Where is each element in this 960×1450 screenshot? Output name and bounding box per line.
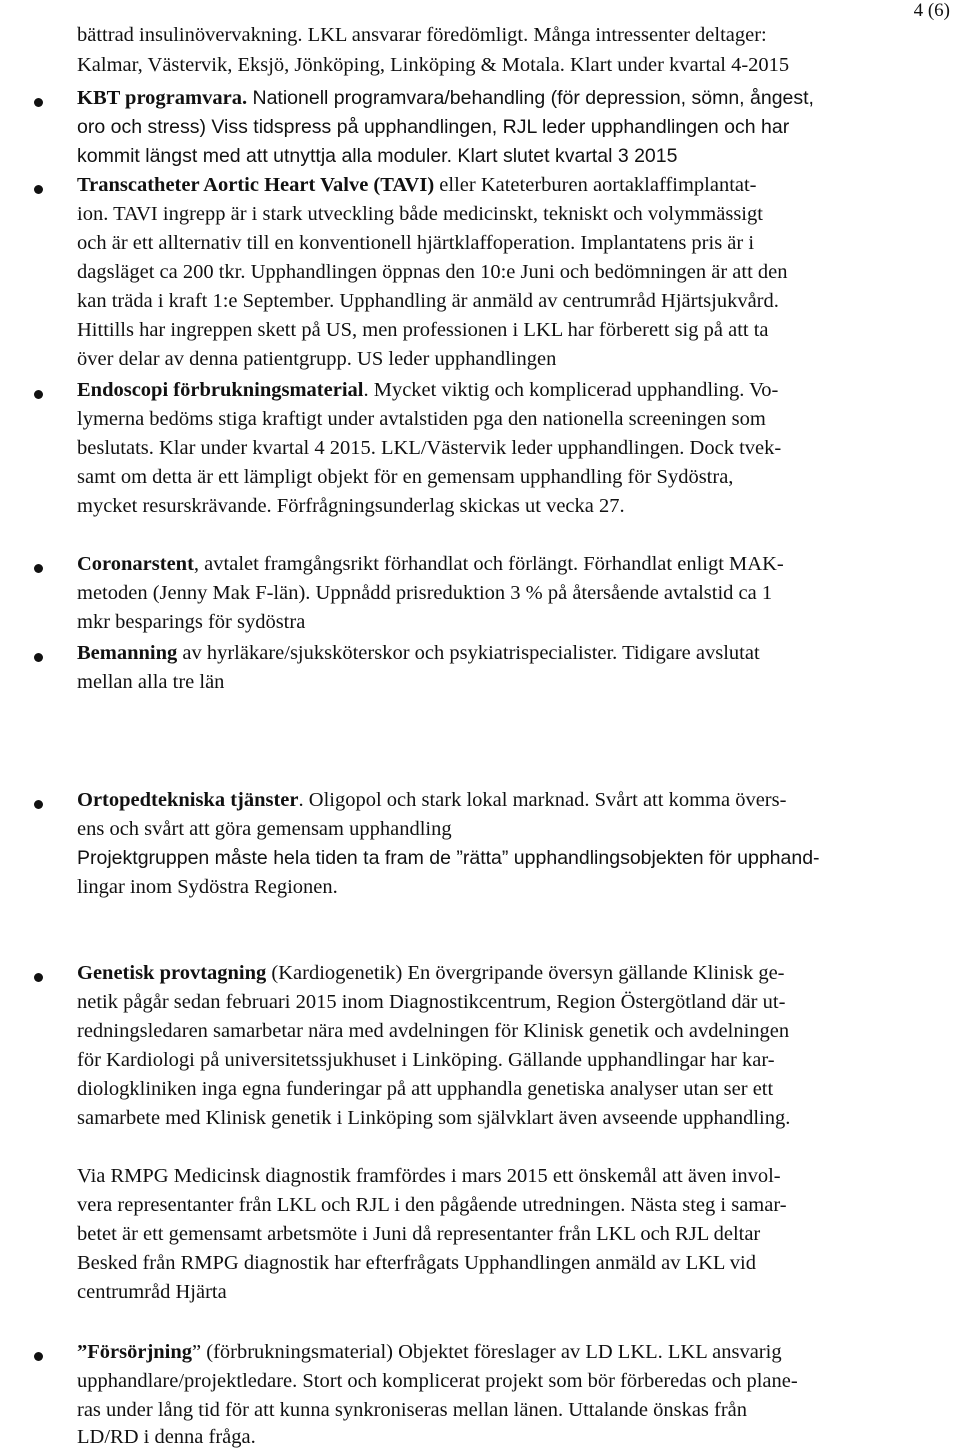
text-line: ion. TAVI ingrepp är i stark utveckling både medicinskt, tekniskt och volymmässigt <box>77 203 763 225</box>
text-line: vera representanter från LKL och RJL i den pågående utredningen. Nästa steg i samar- <box>77 1194 787 1216</box>
text-line: bättrad insulinövervakning. LKL ansvarar föredömligt. Många intressenter deltager: <box>77 24 767 46</box>
text-line: beslutats. Klar under kvartal 4 2015. LKL/Västervik leder upphandlingen. Dock tvek- <box>77 437 782 459</box>
item-title: Genetisk provtagning <box>77 962 267 984</box>
text-line: Via RMPG Medicinsk diagnostik framfördes i mars 2015 ett önskemål att även invol- <box>77 1165 781 1187</box>
text-line: diologkliniken inga egna funderingar på att upphandla genetiska analyser utan ser ett <box>77 1078 774 1100</box>
text-line: Coronarstent, avtalet framgångsrikt förhandlat och förlängt. Förhandlat enligt MAK- <box>77 553 784 575</box>
text-line: Transcatheter Aortic Heart Valve (TAVI) eller Kateterburen aortaklaffimplantat- <box>77 174 757 196</box>
bullet-icon <box>34 564 43 573</box>
text-line: lymerna bedöms stiga kraftigt under avtalstiden pga den nationella screeningen som <box>77 408 766 430</box>
text-line: Kalmar, Västervik, Eksjö, Jönköping, Linköping & Motala. Klart under kvartal 4-2015 <box>77 54 790 76</box>
bullet-icon <box>34 800 43 809</box>
item-title: ”Försörjning <box>77 1341 193 1363</box>
item-title: Bemanning <box>77 642 178 664</box>
text-line: upphandlare/projektledare. Stort och komplicerat projekt som bör förberedas och plane- <box>77 1370 798 1392</box>
text-line: ras under lång tid för att kunna synkroniseras mellan länen. Uttalande önskas från <box>77 1399 748 1421</box>
text-line: och är ett allternativ till en konventionell hjärtklaffoperation. Implantatens pris är i <box>77 232 755 254</box>
text-line: ens och svårt att göra gemensam upphandling <box>77 818 452 840</box>
text-line: för Kardiologi på universitetssjukhuset i Linköping. Gällande upphandlingar har kar- <box>77 1049 775 1071</box>
item-title: Transcatheter Aortic Heart Valve (TAVI) <box>77 174 435 196</box>
bullet-icon <box>34 653 43 662</box>
bullet-icon <box>34 973 43 982</box>
text-line: dagsläget ca 200 tkr. Upphandlingen öppnas den 10:e Juni och bedömningen är att den <box>77 261 788 283</box>
text-line: LD/RD i denna fråga. <box>77 1426 256 1448</box>
text-line: Genetisk provtagning (Kardiogenetik) En övergripande översyn gällande Klinisk ge- <box>77 962 785 984</box>
text-line: kommit längst med att utnyttja alla moduler. Klart slutet kvartal 3 2015 <box>77 145 678 167</box>
page-number: 4 (6) <box>913 0 950 21</box>
item-title: Endoscopi förbrukningsmaterial <box>77 379 364 401</box>
text-line: mycket resurskrävande. Förfrågningsunderlag skickas ut vecka 27. <box>77 495 625 517</box>
text-line: Bemanning av hyrläkare/sjuksköterskor och psykiatrispecialister. Tidigare avslutat <box>77 642 760 664</box>
bullet-icon <box>34 1352 43 1361</box>
text-line: netik pågår sedan februari 2015 inom Diagnostikcentrum, Region Östergötland där ut- <box>77 991 786 1013</box>
text-line: redningsledaren samarbetar nära med avdelningen för Klinisk genetik och avdelningen <box>77 1020 790 1042</box>
bullet-icon <box>34 98 43 107</box>
text-line: mkr besparings för sydöstra <box>77 611 306 633</box>
text-line: KBT programvara. Nationell programvara/behandling (för depression, sömn, ångest, <box>77 87 814 109</box>
text-line: Besked från RMPG diagnostik har efterfrågats Upphandlingen anmäld av LKL vid <box>77 1252 756 1274</box>
item-title: KBT programvara. <box>77 87 248 109</box>
item-title: Ortopedtekniska tjänster <box>77 789 299 811</box>
text-line: över delar av denna patientgrupp. US leder upphandlingen <box>77 348 557 370</box>
text-line: Endoscopi förbrukningsmaterial. Mycket viktig och komplicerad upphandling. Vo- <box>77 379 779 401</box>
text-line: mellan alla tre län <box>77 671 225 693</box>
text-line: Hittills har ingreppen skett på US, men professionen i LKL har förberett sig på att ta <box>77 319 769 341</box>
text-line: betet är ett gemensamt arbetsmöte i Juni då representanter från LKL och RJL deltar <box>77 1223 761 1245</box>
text-line: lingar inom Sydöstra Regionen. <box>77 876 338 898</box>
text-line: kan träda i kraft 1:e September. Upphandling är anmäld av centrumråd Hjärtsjukvård. <box>77 290 779 312</box>
text-line: Ortopedtekniska tjänster. Oligopol och stark lokal marknad. Svårt att komma övers- <box>77 789 787 811</box>
text-line: oro och stress) Viss tidspress på upphandlingen, RJL leder upphandlingen och har <box>77 116 790 138</box>
text-line: metoden (Jenny Mak F-län). Uppnådd prisreduktion 3 % på återsående avtalstid ca 1 <box>77 582 773 604</box>
text-line: samt om detta är ett lämpligt objekt för en gemensam upphandling för Sydöstra, <box>77 466 734 488</box>
bullet-icon <box>34 185 43 194</box>
text-line: samarbete med Klinisk genetik i Linköping som självklart även avseende upphandling. <box>77 1107 791 1129</box>
bullet-icon <box>34 390 43 399</box>
item-title: Coronarstent <box>77 553 194 575</box>
text-line: ”Försörjning” (förbrukningsmaterial) Objektet föreslager av LD LKL. LKL ansvarig <box>77 1341 782 1363</box>
text-line: Projektgruppen måste hela tiden ta fram de ”rätta” upphandlingsobjekten för upphand- <box>77 847 820 869</box>
text-line: centrumråd Hjärta <box>77 1281 227 1303</box>
